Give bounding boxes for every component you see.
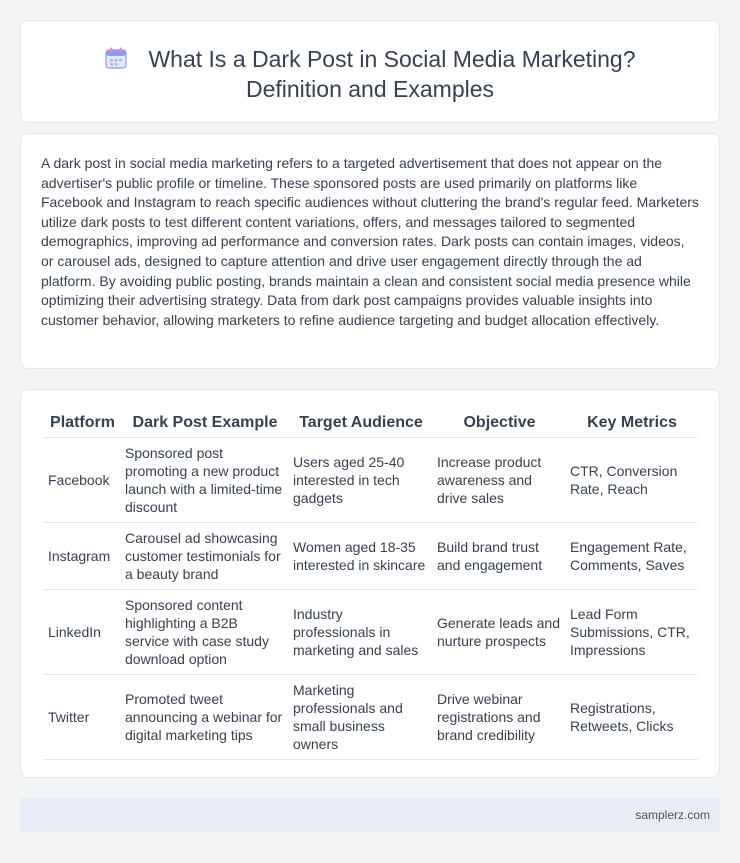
cell-example: Promoted tweet announcing a webinar for digital marketing tips — [121, 674, 289, 759]
title-line-2: Definition and Examples — [245, 76, 495, 102]
cell-platform: LinkedIn — [44, 589, 121, 674]
page-title — [21, 44, 719, 104]
cell-example: Sponsored post promoting a new product launch with a limited-time discount — [121, 437, 289, 522]
description-text: A dark post in social media marketing refers to a targeted advertisement that does not appear on the advertiser's public profile or timeline. These sponsored posts are used primarily on platforms like Facebook and Instagram to reach specific audiences without cluttering the brand's regular feed. Marketers utilize dark posts to test different content variations, offers, and messages tailored to segmented demographics, improving ad performance and conversion rates. Dark posts can contain images, videos, or carousel ads, designed to capture attention and drive user engagement directly through the ad platform. By avoiding public posting, brands maintain a clean and consistent social media presence while optimizing their advertising strategy. Data from dark post campaigns provides valuable insights into customer behavior, allowing marketers to refine audience targeting and budget allocation effectively. — [41, 155, 699, 328]
table-row — [44, 589, 698, 674]
header-example: Dark Post Example — [121, 410, 289, 437]
cell-objective: Increase product awareness and drive sales — [433, 437, 566, 522]
footer — [20, 798, 720, 832]
title-line-1: What Is a Dark Post in Social Media Marketing? — [148, 46, 636, 72]
cell-metrics: Lead Form Submissions, CTR, Impressions — [566, 589, 698, 674]
table-row — [44, 522, 698, 589]
cell-objective: Generate leads and nurture prospects — [433, 589, 566, 674]
table-header-row — [44, 410, 698, 437]
header-metrics: Key Metrics — [566, 410, 698, 437]
cell-metrics: Registrations, Retweets, Clicks — [566, 674, 698, 759]
cell-metrics: CTR, Conversion Rate, Reach — [566, 437, 698, 522]
cell-audience: Marketing professionals and small business owners — [289, 674, 433, 759]
cell-metrics: Engagement Rate, Comments, Saves — [566, 522, 698, 589]
header-platform: Platform — [44, 410, 121, 437]
cell-audience: Women aged 18-35 interested in skincare — [289, 522, 433, 589]
header-objective: Objective — [433, 410, 566, 437]
cell-example: Carousel ad showcasing customer testimonials for a beauty brand — [121, 522, 289, 589]
description-card — [20, 133, 720, 369]
footer-site-link[interactable]: samplerz.com — [635, 808, 710, 822]
cell-objective: Drive webinar registrations and brand credibility — [433, 674, 566, 759]
cell-objective: Build brand trust and engagement — [433, 522, 566, 589]
cell-platform: Instagram — [44, 522, 121, 589]
cell-audience: Industry professionals in marketing and sales — [289, 589, 433, 674]
cell-platform: Twitter — [44, 674, 121, 759]
cell-example: Sponsored content highlighting a B2B service with case study download option — [121, 589, 289, 674]
cell-platform: Facebook — [44, 437, 121, 522]
title-card — [20, 20, 720, 123]
calendar-icon — [104, 46, 128, 70]
table-card — [20, 389, 720, 778]
cell-audience: Users aged 25-40 interested in tech gadgets — [289, 437, 433, 522]
table-row — [44, 437, 698, 522]
dark-post-table — [44, 410, 698, 760]
table-row — [44, 674, 698, 759]
header-audience: Target Audience — [289, 410, 433, 437]
